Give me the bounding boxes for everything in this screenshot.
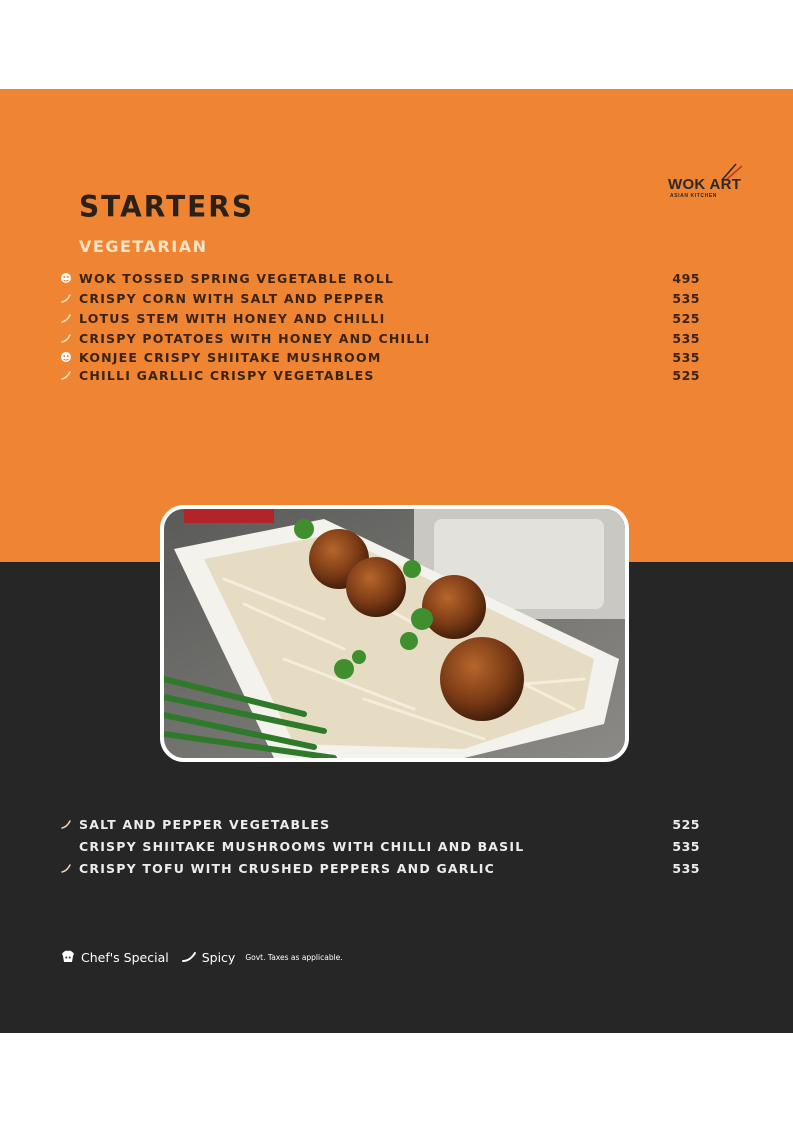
subsection-title: VEGETARIAN xyxy=(79,237,208,256)
menu-item xyxy=(60,348,700,366)
menu-item-name: CRISPY POTATOES WITH HONEY AND CHILLI xyxy=(79,330,431,346)
menu-item xyxy=(60,268,700,288)
menu-item-name: CRISPY CORN WITH SALT AND PEPPER xyxy=(79,290,385,306)
wok-art-logo xyxy=(664,162,748,202)
menu-item-name: LOTUS STEM WITH HONEY AND CHILLI xyxy=(79,310,386,326)
menu-item xyxy=(60,328,700,348)
menu-item-price: 535 xyxy=(672,838,700,854)
menu-item-price: 535 xyxy=(672,330,700,346)
chef-special-icon xyxy=(60,271,79,285)
no-marker xyxy=(60,839,79,853)
taxes-note: Govt. Taxes as applicable. xyxy=(245,952,343,962)
food-photo xyxy=(160,505,629,762)
menu-item-price: 535 xyxy=(672,860,700,876)
menu-item-price: 495 xyxy=(672,270,700,286)
menu-item-name: SALT AND PEPPER VEGETABLES xyxy=(79,816,331,832)
menu-legend xyxy=(60,949,343,965)
menu-item xyxy=(60,835,700,857)
menu-item-name: CHILLI GARLLIC CRISPY VEGETABLES xyxy=(79,367,375,383)
vegetarian-menu-list xyxy=(60,268,700,384)
menu-item-price: 525 xyxy=(672,367,700,383)
menu-item-price: 525 xyxy=(672,816,700,832)
menu-item-price: 535 xyxy=(672,349,700,365)
spicy-icon xyxy=(60,861,79,875)
chef-special-icon xyxy=(60,949,78,965)
menu-item-price: 535 xyxy=(672,290,700,306)
section-title: STARTERS xyxy=(79,189,255,224)
spicy-icon xyxy=(60,311,79,325)
menu-item-name: KONJEE CRISPY SHIITAKE MUSHROOM xyxy=(79,349,382,365)
menu-item xyxy=(60,288,700,308)
spicy-icon xyxy=(181,949,199,965)
menu-item xyxy=(60,366,700,384)
chef-special-icon xyxy=(60,350,79,364)
menu-item-price: 525 xyxy=(672,310,700,326)
more-starters-menu-list xyxy=(60,813,700,879)
logo-tagline: ASIAN KITCHEN xyxy=(670,193,717,199)
menu-item-name: CRISPY TOFU WITH CRUSHED PEPPERS AND GARLIC xyxy=(79,860,496,876)
menu-item xyxy=(60,308,700,328)
spicy-icon xyxy=(60,331,79,345)
menu-item-name: WOK TOSSED SPRING VEGETABLE ROLL xyxy=(79,270,395,286)
spicy-icon xyxy=(60,368,79,382)
menu-item xyxy=(60,857,700,879)
legend-spicy-label: Spicy xyxy=(201,949,236,965)
spicy-icon xyxy=(60,291,79,305)
logo-text: WOK ART xyxy=(668,176,742,193)
spicy-icon xyxy=(60,817,79,831)
menu-item xyxy=(60,813,700,835)
legend-chef-special-label: Chef's Special xyxy=(81,949,169,965)
crispy-mushroom-dish-illustration xyxy=(164,509,625,758)
menu-item-name: CRISPY SHIITAKE MUSHROOMS WITH CHILLI AND BASIL xyxy=(79,838,525,854)
